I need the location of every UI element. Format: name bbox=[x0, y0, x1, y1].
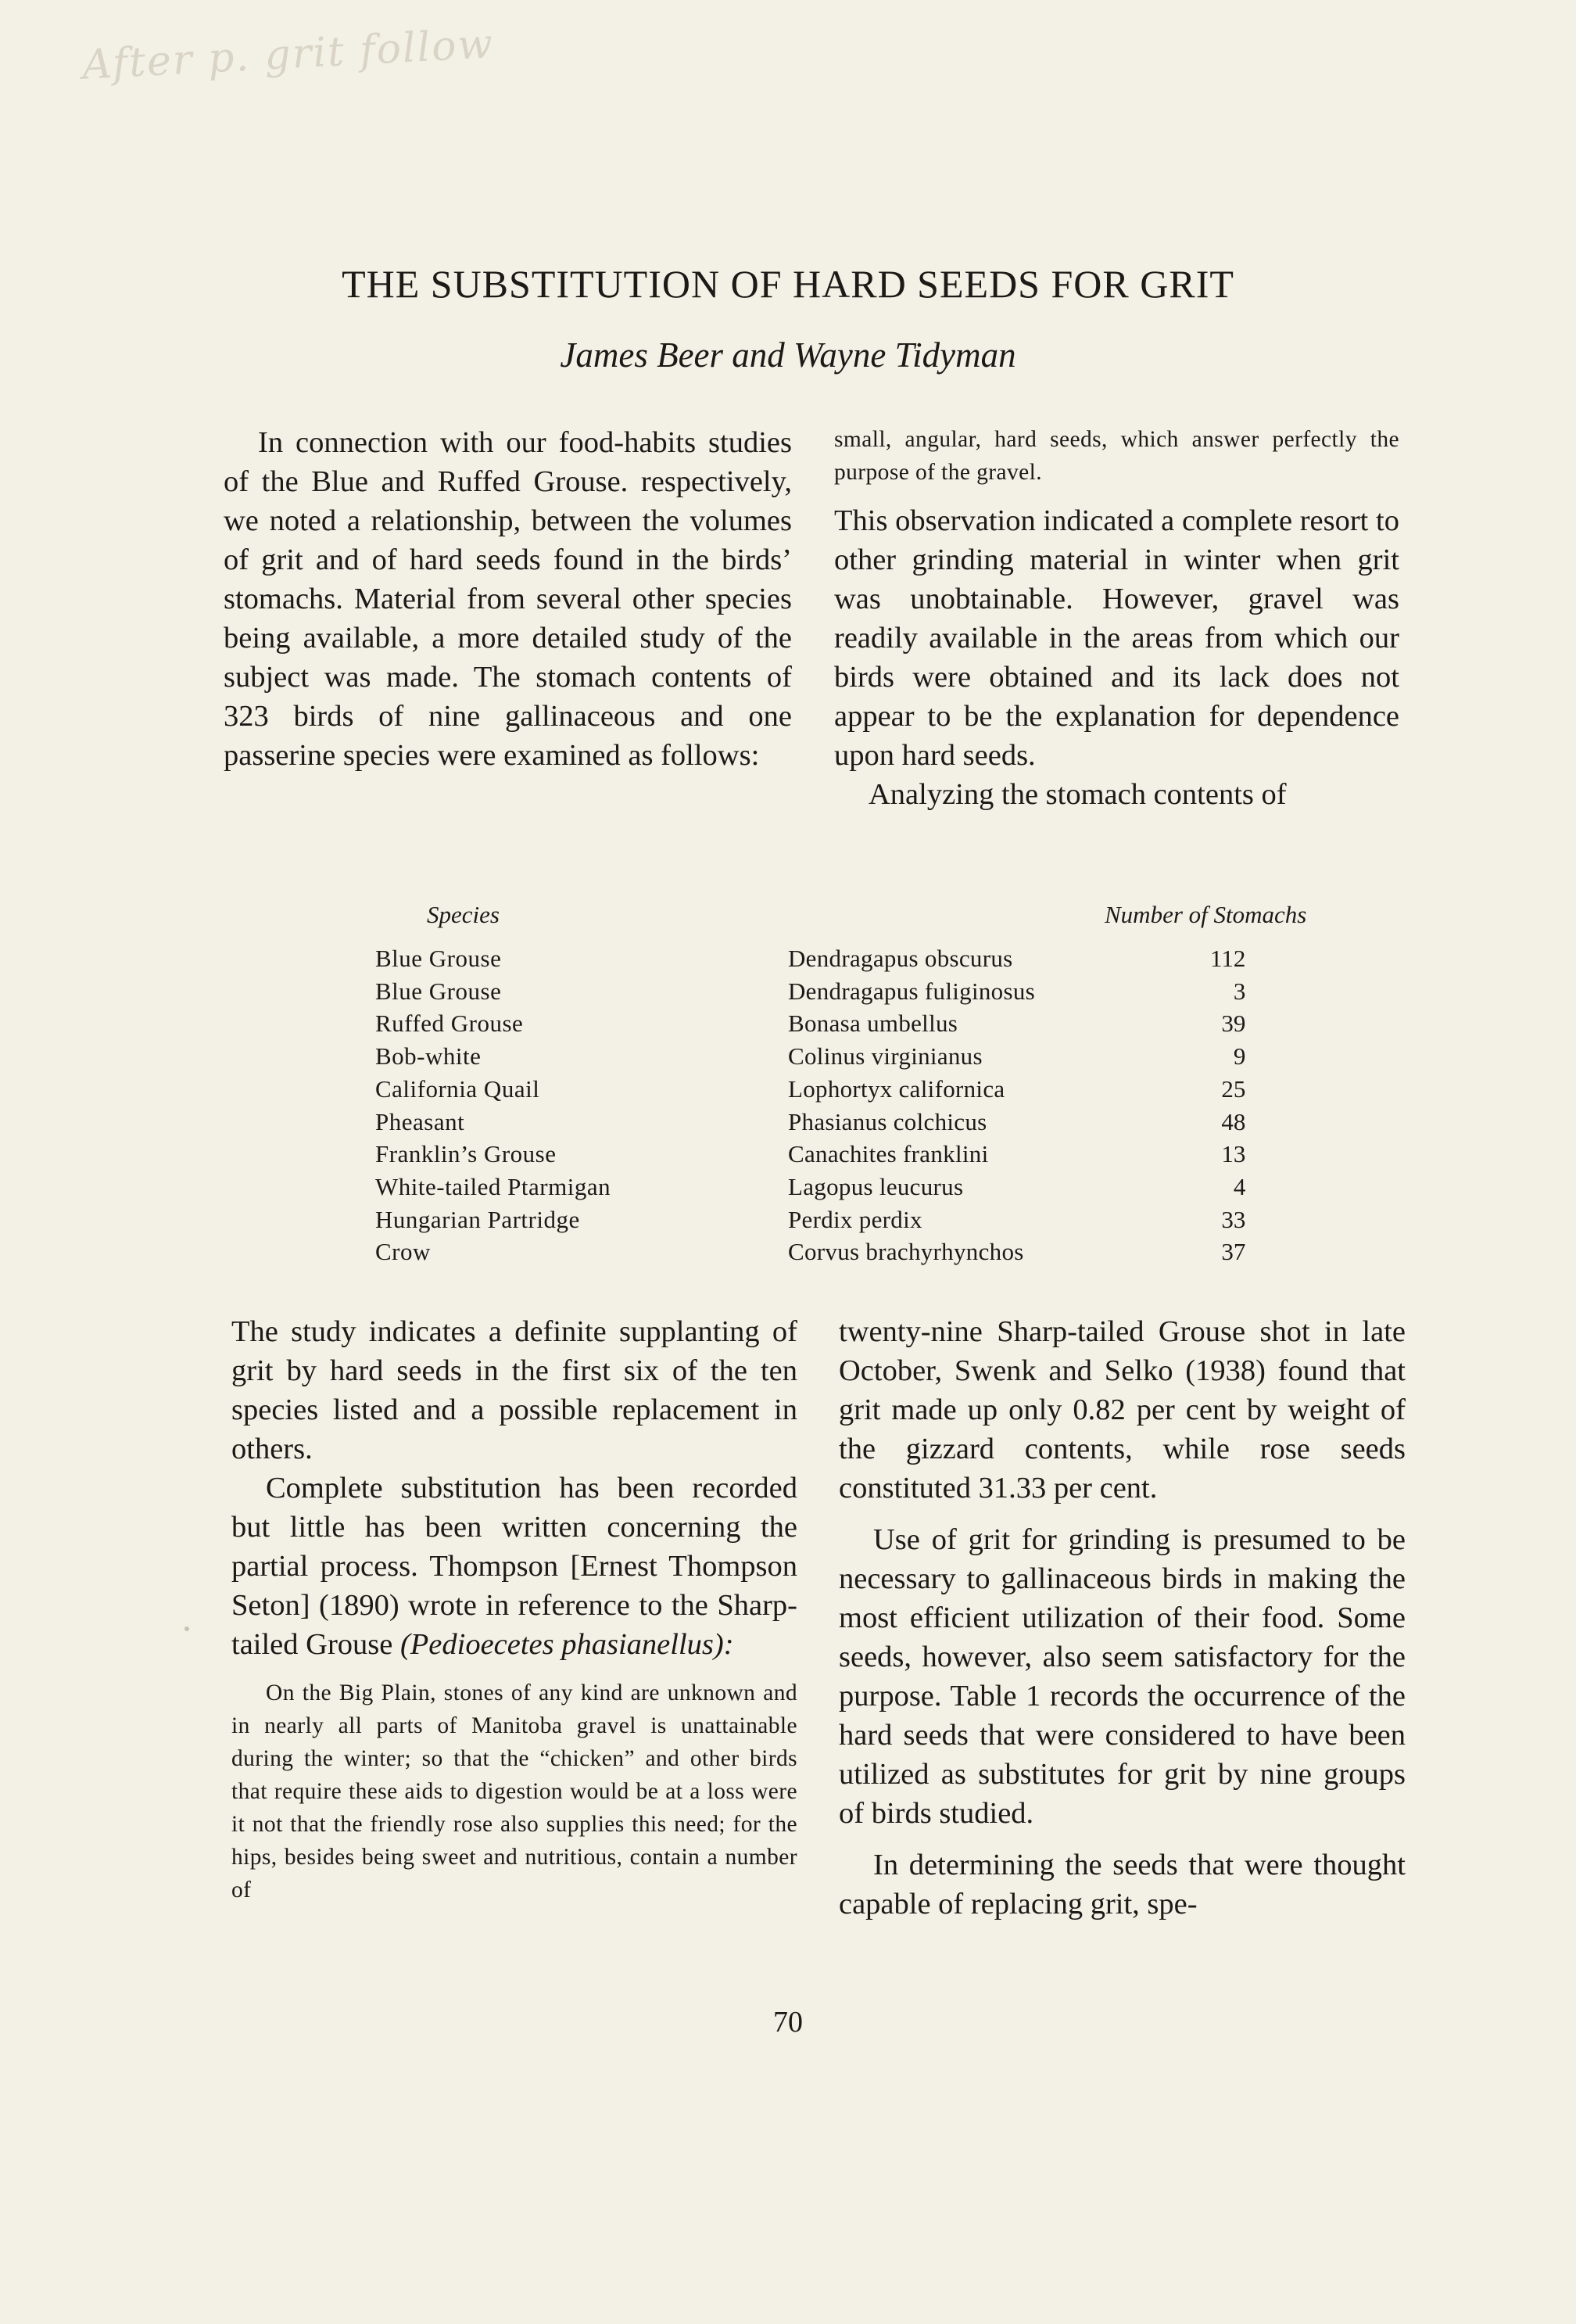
stomach-count-cell: 112 bbox=[1210, 945, 1246, 972]
common-name-cell: Bob-white bbox=[375, 1042, 482, 1071]
stomach-count-cell: 3 bbox=[1233, 977, 1246, 1005]
scientific-name-cell: Colinus virginianus bbox=[788, 1042, 983, 1071]
table-header-species: Species bbox=[427, 901, 500, 928]
common-name-cell: Franklin’s Grouse bbox=[375, 1140, 557, 1168]
intro-paragraph: In connection with our food-habits studies of the Blue and Ruffed Grouse. respectively, we noted a relationship, between the volumes of grit and of hard seeds found in the birds’ stomachs. Material from several other species being available, a more detailed study of the subject was made. The stomach contents of 323 birds of nine gallinaceous and one passerine species were examined as follows: bbox=[224, 426, 792, 772]
page-number: 70 bbox=[773, 2006, 803, 2039]
scientific-name-cell: Canachites franklini bbox=[788, 1140, 989, 1168]
scientific-name-cell: Corvus brachyrhynchos bbox=[788, 1238, 1024, 1266]
common-name-cell: Crow bbox=[375, 1238, 431, 1266]
substitution-paragraph bbox=[231, 1469, 797, 1664]
stomach-count-cell: 13 bbox=[1221, 1140, 1246, 1168]
table-row bbox=[375, 1007, 1245, 1040]
stomach-count-cell: 25 bbox=[1221, 1074, 1246, 1103]
common-name-cell: White-tailed Ptarmigan bbox=[375, 1172, 611, 1200]
common-name-cell: Pheasant bbox=[375, 1107, 465, 1135]
analyzing-paragraph: Analyzing the stomach contents of bbox=[869, 778, 1287, 811]
common-name-cell: Ruffed Grouse bbox=[375, 1010, 524, 1038]
scientific-name-cell: Lophortyx californica bbox=[788, 1074, 1005, 1103]
table-row bbox=[375, 1106, 1245, 1139]
quote-continuation: small, angular, hard seeds, which answer perfectly the purpose of the gravel. bbox=[834, 427, 1399, 485]
species-name: (Pedioecetes phasianellus): bbox=[399, 1628, 734, 1661]
scientific-name-cell: Phasianus colchicus bbox=[788, 1107, 987, 1135]
scientific-name-cell: Dendragapus obscurus bbox=[788, 945, 1013, 972]
observation-paragraph: This observation indicated a complete resort to other grinding material in winter when grit was unobtainable. However, gravel was readily available in the areas from which our birds were obtained and its lack does not appear to be the explanation for dependence upon hard seeds. bbox=[834, 504, 1399, 772]
determining-paragraph: In determining the seeds that were thought capable of replacing grit, spe- bbox=[839, 1849, 1406, 1921]
handwritten-note: After p. grit follow bbox=[81, 20, 496, 89]
table-row bbox=[375, 1073, 1245, 1106]
table-row bbox=[375, 1236, 1245, 1268]
article-authors: James Beer and Wayne Tidyman bbox=[560, 335, 1016, 375]
species-table bbox=[375, 942, 1245, 1268]
left-column-top bbox=[224, 423, 792, 775]
table-row bbox=[375, 942, 1245, 975]
substitution-text: Complete substitution has been recorded but little has been written concerning the partial process. Thompson [Ernest Thompson Seton] (1890) wrote in reference to the Sharp-tailed Grouse bbox=[231, 1472, 797, 1661]
stomach-count-cell: 4 bbox=[1233, 1172, 1246, 1200]
common-name-cell: Blue Grouse bbox=[375, 945, 502, 972]
table-header-number: Number of Stomachs bbox=[1105, 901, 1307, 928]
stomach-count-cell: 37 bbox=[1221, 1238, 1246, 1266]
sharp-tailed-paragraph: twenty-nine Sharp-tailed Grouse shot in late October, Swenk and Selko (1938) found that grit made up only 0.82 per cent by weight of the gizzard contents, while rose seeds constituted 31.33 per cent. bbox=[839, 1315, 1406, 1505]
species-table-body bbox=[375, 942, 1245, 1268]
scientific-name-cell: Dendragapus fuliginosus bbox=[788, 977, 1035, 1005]
stomach-count-cell: 48 bbox=[1221, 1107, 1246, 1135]
scientific-name-cell: Perdix perdix bbox=[788, 1205, 922, 1233]
grit-use-paragraph: Use of grit for grinding is presumed to be necessary to gallinaceous birds in making the most efficient utilization of their food. Some seeds, however, also seem satisfactory for the purpose. Table 1 records the occurrence of the hard seeds that were considered to have been utilized as substitutes for grit by nine groups of birds studied. bbox=[839, 1523, 1406, 1830]
left-column-bottom bbox=[231, 1312, 797, 1906]
seton-quote: On the Big Plain, stones of any kind are unknown and in nearly all parts of Manitoba gravel is unattainable during the winter; so that the “chicken” and other birds that require these aids to digestion would be at a loss were it not that the friendly rose also supplies this need; for the hips, besides being sweet and nutritious, contain a number of bbox=[231, 1680, 797, 1903]
table-row bbox=[375, 1138, 1245, 1171]
article-title: THE SUBSTITUTION OF HARD SEEDS FOR GRIT bbox=[342, 262, 1234, 306]
stomach-count-cell: 9 bbox=[1233, 1042, 1246, 1071]
study-paragraph: The study indicates a definite supplanting of grit by hard seeds in the first six of the ten species listed and a possible replacement in others. bbox=[231, 1315, 797, 1465]
common-name-cell: Hungarian Partridge bbox=[375, 1205, 580, 1233]
stomach-count-cell: 39 bbox=[1221, 1010, 1246, 1038]
table-row bbox=[375, 1203, 1245, 1236]
table-row bbox=[375, 975, 1245, 1008]
common-name-cell: Blue Grouse bbox=[375, 977, 502, 1005]
scientific-name-cell: Lagopus leucurus bbox=[788, 1172, 964, 1200]
common-name-cell: California Quail bbox=[375, 1074, 540, 1103]
paper-speck bbox=[184, 1626, 189, 1631]
table-row bbox=[375, 1040, 1245, 1073]
right-column-bottom bbox=[839, 1312, 1406, 1924]
table-row bbox=[375, 1171, 1245, 1203]
scientific-name-cell: Bonasa umbellus bbox=[788, 1010, 958, 1038]
right-column-top bbox=[834, 423, 1399, 814]
stomach-count-cell: 33 bbox=[1221, 1205, 1246, 1233]
